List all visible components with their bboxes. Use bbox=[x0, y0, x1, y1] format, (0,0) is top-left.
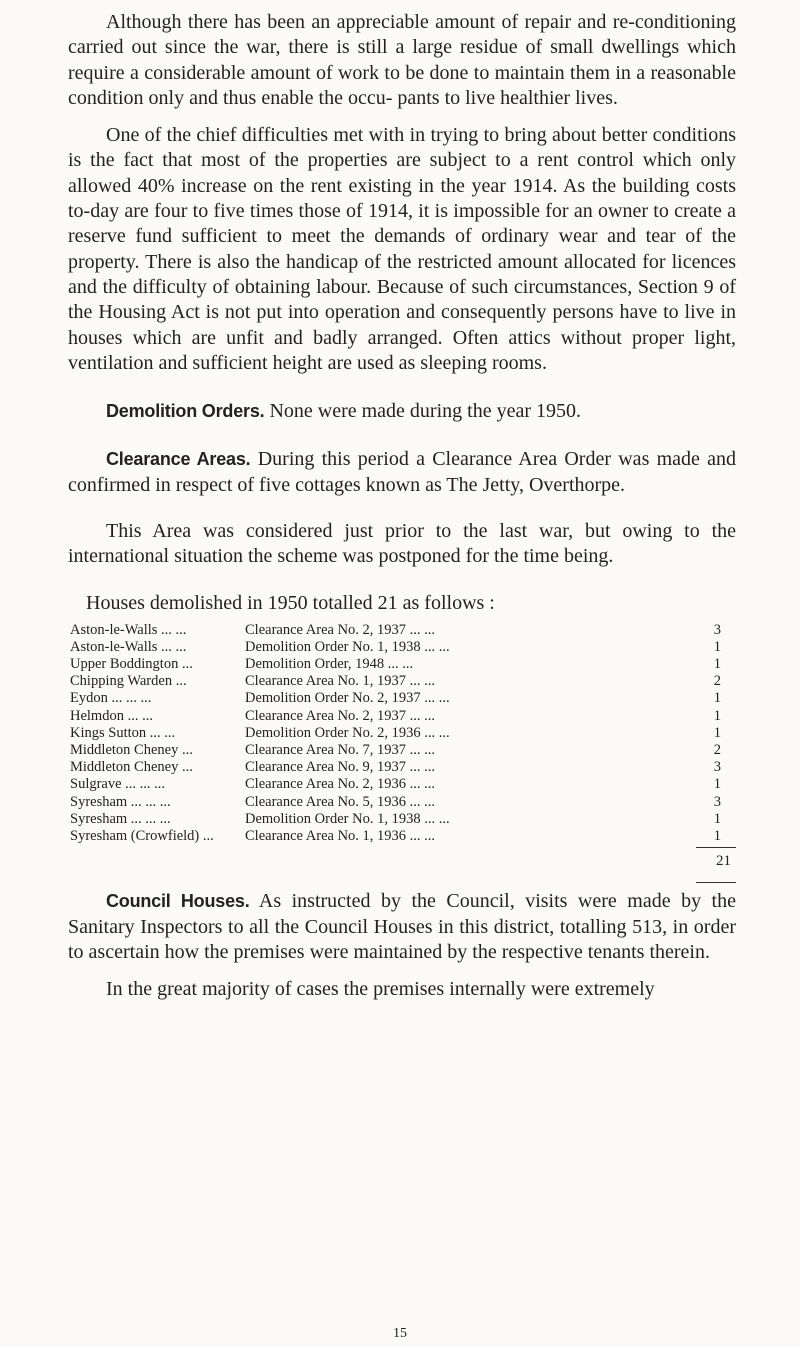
table-cell-place: Middleton Cheney ... bbox=[70, 742, 193, 759]
table-cell-count: 2 bbox=[713, 742, 721, 759]
table-row bbox=[70, 776, 725, 793]
total-rule-top bbox=[696, 847, 736, 848]
table-cell-order: Demolition Order No. 2, 1937 ... ... bbox=[245, 690, 450, 707]
table-cell-place: Syresham (Crowfield) ... bbox=[70, 828, 214, 845]
houses-demolished-table bbox=[70, 622, 725, 846]
table-cell-count: 1 bbox=[713, 810, 721, 827]
table-cell-place: Upper Boddington ... bbox=[70, 656, 193, 673]
table-cell-order: Clearance Area No. 1, 1936 ... ... bbox=[245, 828, 436, 845]
clearance-areas-heading: Clearance Areas. bbox=[106, 449, 251, 470]
demolition-orders-text: None were made during the year 1950. bbox=[269, 400, 581, 423]
document-page bbox=[68, 10, 736, 1002]
table-row bbox=[70, 811, 725, 828]
table-cell-place: Middleton Cheney ... bbox=[70, 759, 193, 776]
table-row bbox=[70, 725, 725, 742]
table-row bbox=[70, 690, 725, 707]
clearance-areas-paragraph bbox=[68, 447, 736, 498]
page-number: 15 bbox=[393, 1326, 407, 1341]
repair-paragraph: Although there has been an appreciable amount of repair and re-conditioning carried out since the war, there is still a large residue of small dwellings which require a considerable amount of work to be done to maintain them in a reasonable condition only and thus enable the occu- pants to live healthier lives. bbox=[68, 11, 736, 109]
table-cell-count: 2 bbox=[713, 673, 721, 690]
table-cell-count: 1 bbox=[713, 776, 721, 793]
table-cell-count: 1 bbox=[713, 828, 721, 845]
council-houses-text: As instructed by the Council, visits were made by the Sanitary Inspectors to all the Council Houses in this district, totalling 513, in order to ascertain how the premises were maintained by the respective tenants therein. bbox=[68, 890, 736, 963]
table-row bbox=[70, 639, 725, 656]
table-cell-count: 3 bbox=[713, 759, 721, 776]
demolition-orders-heading: Demolition Orders. bbox=[106, 401, 265, 422]
table-cell-order: Demolition Order No. 1, 1938 ... ... bbox=[245, 810, 450, 827]
table-row bbox=[70, 828, 725, 845]
clearance-areas-text: During this period a Clearance Area Order was made and confirmed in respect of five cottages known as The Jetty, Overthorpe. bbox=[68, 448, 737, 496]
table-cell-order: Demolition Order No. 2, 1936 ... ... bbox=[245, 724, 450, 741]
table-row bbox=[70, 708, 725, 725]
majority-paragraph: In the great majority of cases the premises internally were extremely bbox=[106, 978, 655, 1001]
table-cell-order: Clearance Area No. 2, 1936 ... ... bbox=[245, 776, 436, 793]
table-cell-place: Eydon ... ... ... bbox=[70, 690, 152, 707]
council-houses-heading: Council Houses. bbox=[106, 891, 250, 912]
table-cell-place: Aston-le-Walls ... ... bbox=[70, 621, 187, 638]
council-houses-paragraph bbox=[68, 889, 736, 965]
demolition-orders-paragraph bbox=[68, 399, 736, 424]
total-rule-bottom bbox=[696, 882, 736, 883]
table-cell-order: Clearance Area No. 2, 1937 ... ... bbox=[245, 621, 436, 638]
postponed-paragraph: This Area was considered just prior to the last war, but owing to the international situation the scheme was postponed for the time being. bbox=[68, 520, 736, 568]
table-cell-order: Clearance Area No. 2, 1937 ... ... bbox=[245, 707, 436, 724]
table-row bbox=[70, 742, 725, 759]
table-cell-place: Syresham ... ... ... bbox=[70, 810, 171, 827]
table-cell-count: 1 bbox=[713, 656, 721, 673]
table-cell-order: Demolition Order No. 1, 1938 ... ... bbox=[245, 638, 450, 655]
table-cell-place: Helmdon ... ... bbox=[70, 707, 153, 724]
table-cell-count: 1 bbox=[713, 707, 721, 724]
table-row bbox=[70, 673, 725, 690]
table-cell-count: 1 bbox=[713, 724, 721, 741]
table-cell-count: 3 bbox=[713, 793, 721, 810]
table-cell-order: Clearance Area No. 1, 1937 ... ... bbox=[245, 673, 436, 690]
difficulties-paragraph: One of the chief difficulties met with in trying to bring about better conditions is the fact that most of the properties are subject to a rent control which only allowed 40% increase on the rent existing in the year 1914. As the building costs to-day are four to five times those of 1914, it is impossible for an owner to create a reserve fund sufficient to meet the demands of ordinary wear and tear of the property. There is also the handicap of the restricted amount allocated for licences and the difficulty of obtaining labour. Because of such circumstances, Section 9 of the Housing Act is not put into operation and consequently persons have to live in houses which are unfit and badly arranged. Often attics without proper light, ventilation and sufficient height are used as sleeping rooms. bbox=[68, 124, 736, 374]
houses-total: 21 bbox=[716, 853, 731, 870]
table-cell-place: Aston-le-Walls ... ... bbox=[70, 638, 187, 655]
total-row bbox=[68, 845, 736, 889]
table-row bbox=[70, 656, 725, 673]
table-cell-place: Chipping Warden ... bbox=[70, 673, 187, 690]
table-cell-place: Kings Sutton ... ... bbox=[70, 724, 176, 741]
table-row bbox=[70, 794, 725, 811]
table-cell-order: Clearance Area No. 9, 1937 ... ... bbox=[245, 759, 436, 776]
table-cell-place: Sulgrave ... ... ... bbox=[70, 776, 166, 793]
table-cell-order: Clearance Area No. 5, 1936 ... ... bbox=[245, 793, 436, 810]
table-cell-count: 1 bbox=[713, 638, 721, 655]
table-row bbox=[70, 622, 725, 639]
houses-demolished-intro: Houses demolished in 1950 totalled 21 as follows : bbox=[86, 591, 495, 614]
table-row bbox=[70, 759, 725, 776]
table-cell-count: 1 bbox=[713, 690, 721, 707]
table-cell-count: 3 bbox=[713, 621, 721, 638]
table-cell-order: Clearance Area No. 7, 1937 ... ... bbox=[245, 742, 436, 759]
table-cell-order: Demolition Order, 1948 ... ... bbox=[245, 656, 414, 673]
table-cell-place: Syresham ... ... ... bbox=[70, 793, 171, 810]
